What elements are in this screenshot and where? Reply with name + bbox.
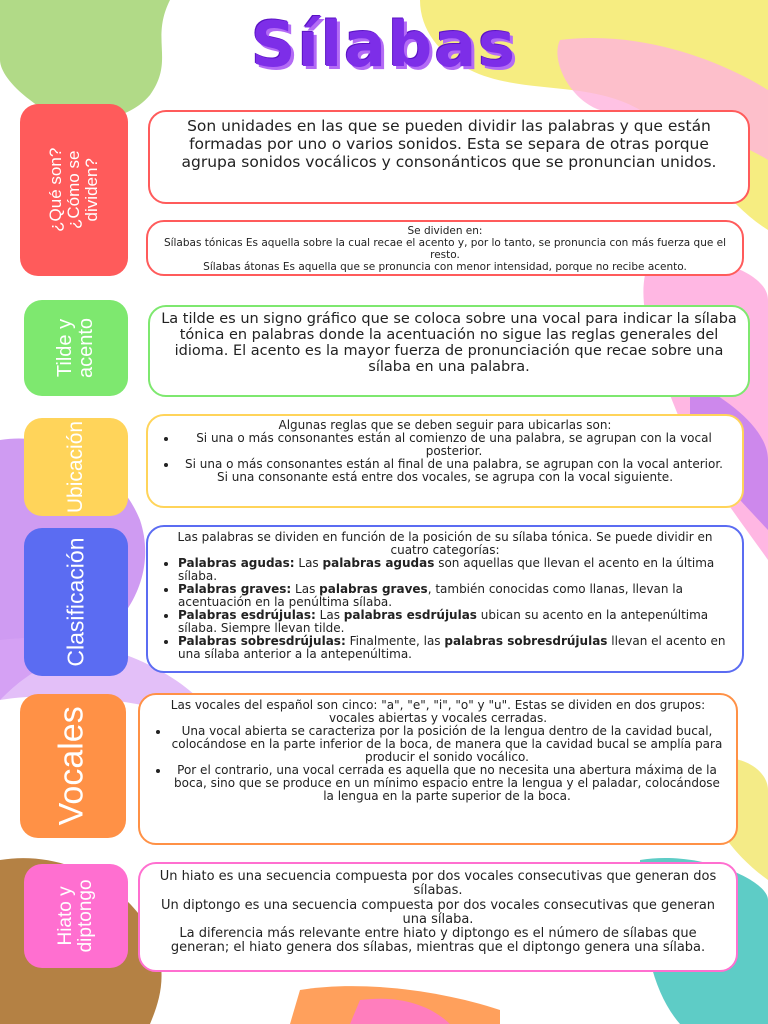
tab-tilde-label: Tilde y acento	[54, 317, 97, 379]
clasificacion-esdrujulas	[178, 609, 730, 635]
agudas-label: Palabras agudas:	[178, 555, 295, 570]
tab-definicion	[20, 104, 128, 276]
esdrujulas-pre: Las	[315, 607, 344, 622]
esdrujulas-label: Palabras esdrújulas:	[178, 607, 316, 622]
sobre-pre: Finalmente, las	[345, 633, 445, 648]
graves-pre: Las	[291, 581, 320, 596]
card-vocales	[138, 693, 738, 845]
graves-text: , también conocidas como llanas, llevan la acentuación en la penúltima sílaba.	[178, 581, 683, 609]
esdrujulas-bold: palabras esdrújulas	[343, 607, 477, 622]
clasificacion-intro: Las palabras se dividen en función de la posición de su sílaba tónica. Se puede dividir en cuatro categorías:	[177, 530, 713, 557]
hiato-diferencia: La diferencia más relevante entre hiato y diptongo es el número de sílabas que generan; el hiato genera dos sílabas, mientras que el diptongo genera una sílaba.	[170, 926, 706, 956]
graves-label: Palabras graves:	[178, 581, 292, 596]
ubicacion-rule-1: • Si una o más consonantes están al comienzo de una palabra, se agrupan con la vocal posterior.	[178, 432, 730, 458]
card-ubicacion	[146, 414, 744, 508]
tab-vocales	[20, 694, 126, 838]
clasificacion-graves	[178, 583, 730, 609]
clasificacion-agudas	[178, 557, 730, 583]
graves-bold: palabras graves	[319, 581, 428, 596]
card-hiato	[138, 862, 738, 972]
ubicacion-intro: Algunas reglas que se deben seguir para ubicarlas son:	[278, 418, 612, 432]
page-title: Sílabas	[250, 8, 518, 81]
vocales-abierta: • Una vocal abierta se caracteriza por la posición de la lengua dentro de la cavidad bucal, colocándose en la parte inferior de la boca, de manera que la cavidad bucal se amplía para producir el sonido vocálico.	[170, 725, 724, 764]
esdrujulas-text: ubican su acento en la antepenúltima sílaba. Siempre llevan tilde.	[178, 607, 709, 635]
division-atonas: Sílabas átonas Es aquella que se pronuncia con menor intensidad, porque no recibe acento.	[203, 261, 687, 274]
tab-tilde	[24, 300, 128, 396]
ubicacion-rule-3: Si una consonante está entre dos vocales, se agrupa con la vocal siguiente.	[216, 469, 674, 484]
tilde-text: La tilde es un signo gráfico que se coloca sobre una vocal para indicar la sílaba tónica en palabras donde la acentuación no sigue las reglas generales del idioma. El acento es la mayor fuerza de pronunciación que recae sobre una sílaba en una palabra.	[161, 311, 737, 375]
sobre-bold: palabras sobresdrújulas	[444, 633, 608, 648]
diptongo-def: Un diptongo es una secuencia compuesta por dos vocales consecutivas que generan una sílaba.	[160, 897, 716, 927]
tab-hiato	[24, 864, 128, 968]
tab-hiato-label: Hiato y diptongo	[55, 879, 96, 953]
agudas-pre: Las	[294, 555, 323, 570]
card-tilde	[148, 305, 750, 397]
card-definicion	[148, 110, 750, 204]
vocales-intro: Las vocales del español son cinco: "a", "e", "i", "o" y "u". Estas se dividen en dos grupos: vocales abiertas y vocales cerradas.	[170, 698, 706, 725]
vocales-cerrada: • Por el contrario, una vocal cerrada es aquella que no necesita una abertura máxima de la boca, sino que se produce en un mínimo espacio entre la lengua y el paladar, colocándose la lengua en la parte superior de la boca.	[170, 764, 724, 803]
card-clasificacion	[146, 525, 744, 673]
tab-vocales-label: Vocales	[53, 706, 92, 826]
ubicacion-rule-2: • Si una o más consonantes están al final de una palabra, se agrupan con la vocal anterior.	[178, 458, 730, 471]
card-division	[146, 220, 744, 276]
clasificacion-sobresdrujulas	[178, 635, 730, 661]
sobre-label: Palabras sobresdrújulas:	[178, 633, 346, 648]
tab-clasificacion-label: Clasificación	[62, 537, 89, 667]
tab-ubicacion	[24, 418, 128, 516]
definicion-text: Son unidades en las que se pueden dividir las palabras y que están formadas por uno o varios sonidos. Esta se separa de otras porque agrupa sonidos vocálicos y consonánticos que se pronuncian unidos.	[181, 117, 717, 171]
hiato-def: Un hiato es una secuencia compuesta por dos vocales consecutivas que generan dos sílabas.	[159, 869, 717, 899]
tab-clasificacion	[24, 528, 128, 676]
tab-ubicacion-label: Ubicación	[63, 420, 87, 514]
division-intro: Se dividen en:	[407, 225, 483, 237]
division-tonicas: Sílabas tónicas Es aquella sobre la cual recae el acento y, por lo tanto, se pronuncia con más fuerza que el resto.	[163, 237, 727, 262]
sobre-text: llevan el acento en una sílaba anterior a la antepenúltima.	[178, 633, 726, 661]
agudas-bold: palabras agudas	[322, 555, 435, 570]
agudas-text: son aquellas que llevan el acento en la última sílaba.	[178, 555, 715, 583]
tab-definicion-label: ¿Qué son? ¿Cómo se dividen?	[46, 147, 101, 233]
